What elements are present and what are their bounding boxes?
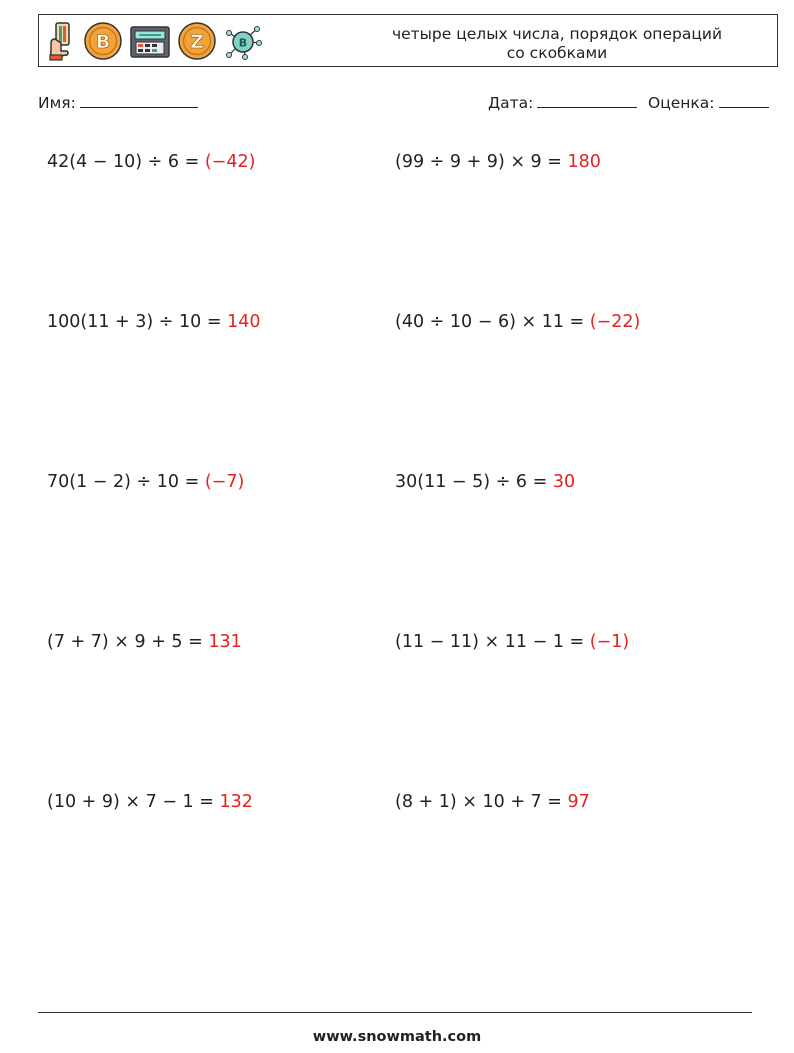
svg-text:B: B: [95, 31, 111, 53]
problem-answer: (−42): [204, 152, 256, 172]
worksheet-header: [38, 14, 778, 67]
problem-expression: 42(4 − 10) ÷ 6 =: [47, 152, 200, 172]
problem-answer: 132: [219, 792, 253, 812]
problem-answer: 131: [208, 632, 242, 652]
problem-answer: 180: [567, 152, 601, 172]
problem-expression: (11 − 11) × 11 − 1 =: [395, 632, 585, 652]
problem-expression: (7 + 7) × 9 + 5 =: [47, 632, 203, 652]
score-label: Оценка:: [648, 94, 715, 112]
title-line-1: четыре целых числа, порядок операций: [391, 25, 723, 43]
card-hand-icon: [47, 21, 77, 61]
problem-answer: 140: [227, 312, 261, 332]
problem-2: [395, 152, 601, 172]
score-blank[interactable]: [719, 93, 769, 108]
problem-answer: 30: [552, 472, 576, 492]
problem-answer: (−22): [589, 312, 641, 332]
name-blank[interactable]: [80, 93, 198, 108]
score-field[interactable]: [648, 93, 769, 112]
date-field[interactable]: [488, 93, 637, 112]
problem-4: [395, 312, 640, 332]
name-field[interactable]: [38, 93, 198, 112]
problem-expression: 70(1 − 2) ÷ 10 =: [47, 472, 200, 492]
problem-expression: 100(11 + 3) ÷ 10 =: [47, 312, 222, 332]
problem-9: [47, 792, 253, 812]
footer-url[interactable]: www.snowmath.com: [312, 1029, 482, 1045]
problem-answer: (−1): [589, 632, 630, 652]
title-line-2: со скобками: [506, 44, 608, 62]
problem-1: [47, 152, 255, 172]
footer-divider: [38, 1012, 752, 1013]
svg-text:B: B: [238, 36, 248, 50]
problem-8: [395, 632, 629, 652]
problem-expression: (8 + 1) × 10 + 7 =: [395, 792, 562, 812]
problem-10: [395, 792, 590, 812]
problem-expression: 30(11 − 5) ÷ 6 =: [395, 472, 548, 492]
bitcoin-coin-icon: [83, 21, 123, 61]
problem-answer: (−7): [204, 472, 245, 492]
date-blank[interactable]: [537, 93, 637, 108]
problem-3: [47, 312, 261, 332]
zcash-coin-icon: [177, 21, 217, 61]
svg-text:Z: Z: [190, 31, 204, 53]
problem-6: [395, 472, 575, 492]
worksheet-title: [357, 25, 757, 63]
name-label: Имя:: [38, 94, 76, 112]
crypto-network-icon: [223, 21, 263, 61]
atm-machine-icon: [129, 21, 171, 61]
problem-5: [47, 472, 244, 492]
problem-expression: (99 ÷ 9 + 9) × 9 =: [395, 152, 562, 172]
problem-expression: (10 + 9) × 7 − 1 =: [47, 792, 214, 812]
problem-expression: (40 ÷ 10 − 6) × 11 =: [395, 312, 585, 332]
date-label: Дата:: [488, 94, 534, 112]
problem-7: [47, 632, 242, 652]
problem-answer: 97: [567, 792, 590, 812]
header-icons: [47, 19, 263, 63]
